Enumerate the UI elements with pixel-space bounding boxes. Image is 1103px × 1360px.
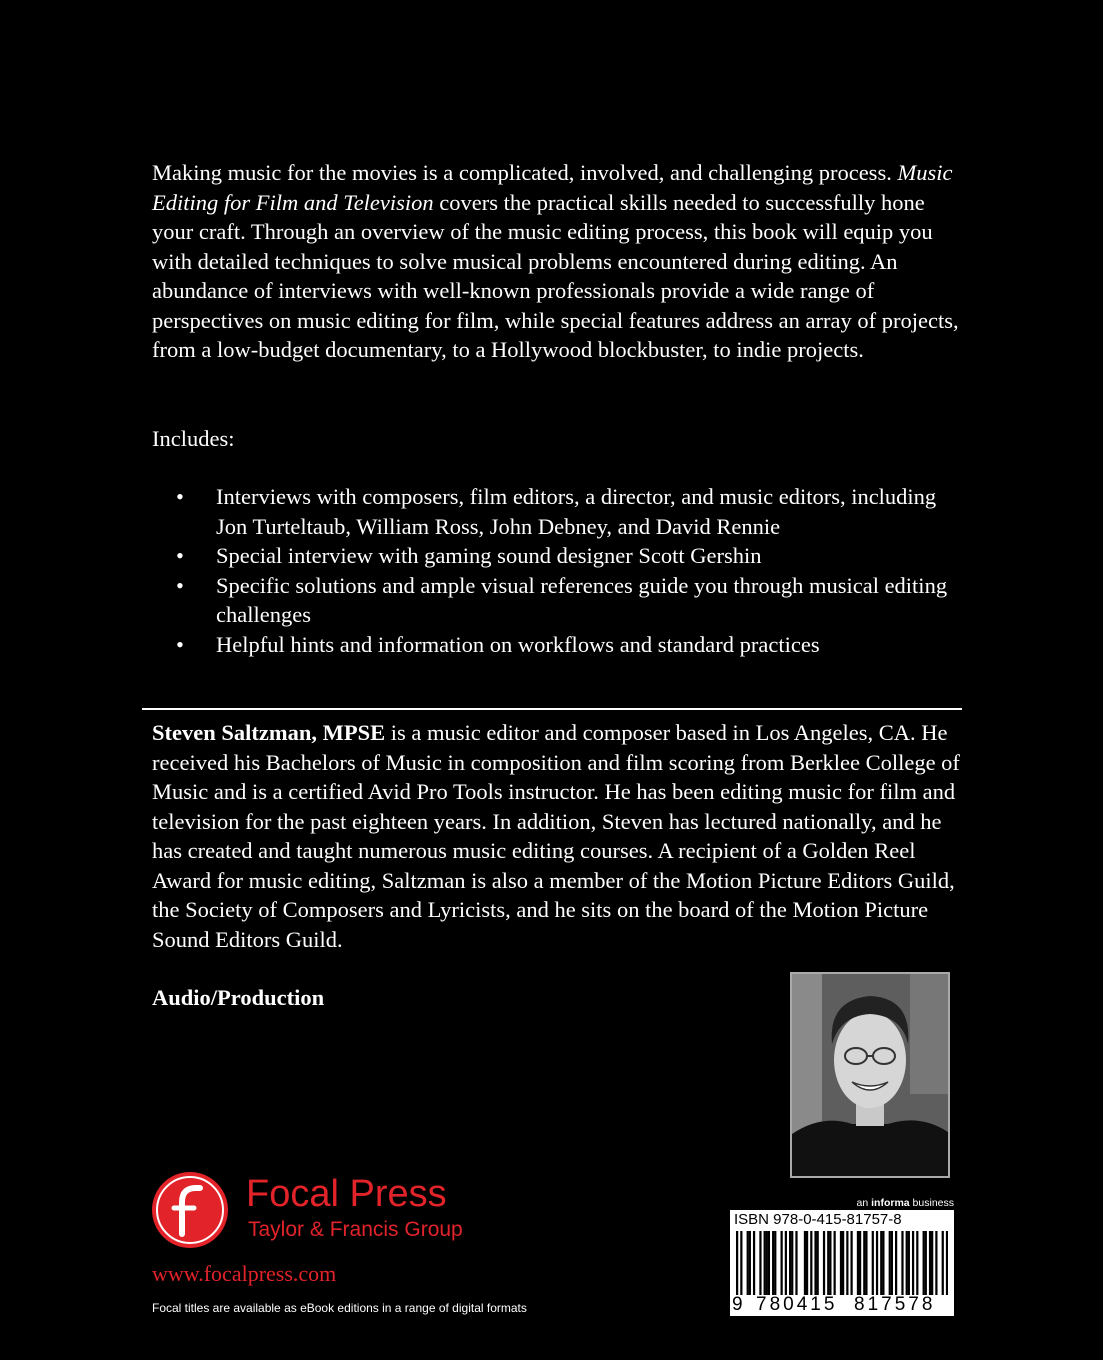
- barcode-bar: [804, 1231, 806, 1295]
- barcode-bar: [740, 1231, 742, 1295]
- feature-list: [152, 482, 964, 659]
- barcode-bar: [876, 1231, 878, 1295]
- barcode-bar: [764, 1231, 766, 1295]
- barcode-bar: [895, 1231, 897, 1295]
- barcode-bar: [908, 1231, 910, 1295]
- author-name: Steven Saltzman, MPSE: [152, 720, 386, 745]
- barcode-bar: [842, 1231, 844, 1295]
- publisher-name: Focal Press: [246, 1173, 447, 1215]
- barcode-bar: [785, 1231, 787, 1295]
- informa-word: informa: [871, 1197, 910, 1209]
- barcode-bar: [823, 1231, 825, 1295]
- barcode-bar: [795, 1231, 797, 1295]
- publisher-group: Taylor & Francis Group: [248, 1218, 463, 1241]
- barcode-bar: [935, 1231, 937, 1295]
- informa-tagline: an informa business: [856, 1197, 954, 1209]
- barcode-bar: [946, 1231, 948, 1295]
- list-item: • Interviews with composers, film editors, a director, and music editors, including Jon Turteltaub, William Ross, John Debney, and David Rennie: [152, 482, 964, 541]
- barcode-bar: [859, 1231, 861, 1295]
- list-item: • Helpful hints and information on workflows and standard practices: [152, 630, 964, 660]
- barcode-bar: [942, 1231, 944, 1295]
- author-bio: [152, 718, 964, 954]
- author-bio-text: is a music editor and composer based in Los Angeles, CA. He received his Bachelors of Music in composition and film scoring from Berklee College of Music and is a certified Avid Pro Tools instructor. He has been editing music for film and television for the past eighteen years. In addition, Steven has lectured nationally, and he has created and taught numerous music editing courses. A recipient of a Golden Reel Award for music editing, Saltzman is also a member of the Motion Picture Editors Guild, the Society of Composers and Lyricists, and he sits on the board of the Motion Picture Sound Editors Guild.: [152, 720, 960, 952]
- barcode-bar: [789, 1231, 791, 1295]
- barcode-bar: [880, 1231, 882, 1295]
- barcode-digits-left: 780415: [756, 1294, 838, 1315]
- barcode-bar: [901, 1231, 903, 1295]
- barcode-bar: [791, 1231, 793, 1295]
- barcode-bar: [891, 1231, 893, 1295]
- barcode-digits-right: 817578: [854, 1294, 936, 1315]
- barcode-bar: [759, 1231, 761, 1295]
- barcode-bar: [774, 1231, 776, 1295]
- barcode-bar: [840, 1231, 842, 1295]
- barcode-bar: [857, 1231, 859, 1295]
- book-description: [152, 158, 964, 365]
- barcode-bar: [753, 1231, 755, 1295]
- barcode-digit-first: 9: [732, 1294, 743, 1315]
- barcode-bar: [850, 1231, 852, 1295]
- description-intro: Making music for the movies is a complicated, involved, and challenging process.: [152, 160, 898, 185]
- isbn-barcode: [730, 1210, 954, 1316]
- list-item: • Special interview with gaming sound designer Scott Gershin: [152, 541, 964, 571]
- list-item: • Specific solutions and ample visual references guide you through musical editing challenges: [152, 571, 964, 630]
- barcode-bar: [766, 1231, 768, 1295]
- ebook-note: Focal titles are available as eBook editions in a range of digital formats: [152, 1301, 527, 1315]
- barcode-bar: [772, 1231, 774, 1295]
- author-portrait-illustration: [792, 974, 948, 1176]
- barcode-bars: [736, 1231, 948, 1295]
- barcode-bar: [747, 1231, 749, 1295]
- barcode-bar: [916, 1231, 918, 1295]
- barcode-bar: [817, 1231, 819, 1295]
- barcode-bar: [846, 1231, 848, 1295]
- barcode-bar: [736, 1231, 738, 1295]
- description-body: covers the practical skills needed to successfully hone your craft. Through an overview of the music editing process, this book will equip you with detailed techniques to solve musical problems encountered during editing. An abundance of interviews with well-known professionals provide a wide range of perspectives on music editing for film, while special features address an array of projects, from a low-budget documentary, to a Hollywood blockbuster, to indie projects.: [152, 189, 959, 362]
- barcode-bar: [889, 1231, 891, 1295]
- barcode-bar: [906, 1231, 908, 1295]
- barcode-bar: [768, 1231, 770, 1295]
- barcode-bar: [863, 1231, 865, 1295]
- barcode-bar: [806, 1231, 808, 1295]
- isbn-label: ISBN 978-0-415-81757-8: [734, 1211, 902, 1228]
- book-title: Music Editing for Film and Television: [152, 160, 953, 215]
- barcode-bar: [872, 1231, 874, 1295]
- barcode-bar: [865, 1231, 867, 1295]
- barcode-bar: [929, 1231, 931, 1295]
- logo-f-icon: [152, 1172, 228, 1248]
- book-category: Audio/Production: [152, 985, 325, 1010]
- barcode-bar: [814, 1231, 816, 1295]
- barcode-bar: [923, 1231, 925, 1295]
- barcode-bar: [749, 1231, 751, 1295]
- focal-press-logo: [152, 1172, 228, 1248]
- barcode-bar: [781, 1231, 783, 1295]
- publisher-website-link[interactable]: www.focalpress.com: [152, 1261, 337, 1286]
- barcode-bar: [882, 1231, 884, 1295]
- barcode-bar: [912, 1231, 914, 1295]
- barcode-bar: [834, 1231, 836, 1295]
- author-photo: [790, 972, 950, 1178]
- barcode-bar: [925, 1231, 927, 1295]
- barcode-bar: [829, 1231, 831, 1295]
- section-divider: [142, 708, 962, 710]
- includes-heading: Includes:: [152, 426, 235, 451]
- barcode-bar: [827, 1231, 829, 1295]
- barcode-bar: [931, 1231, 933, 1295]
- barcode-bar: [810, 1231, 812, 1295]
